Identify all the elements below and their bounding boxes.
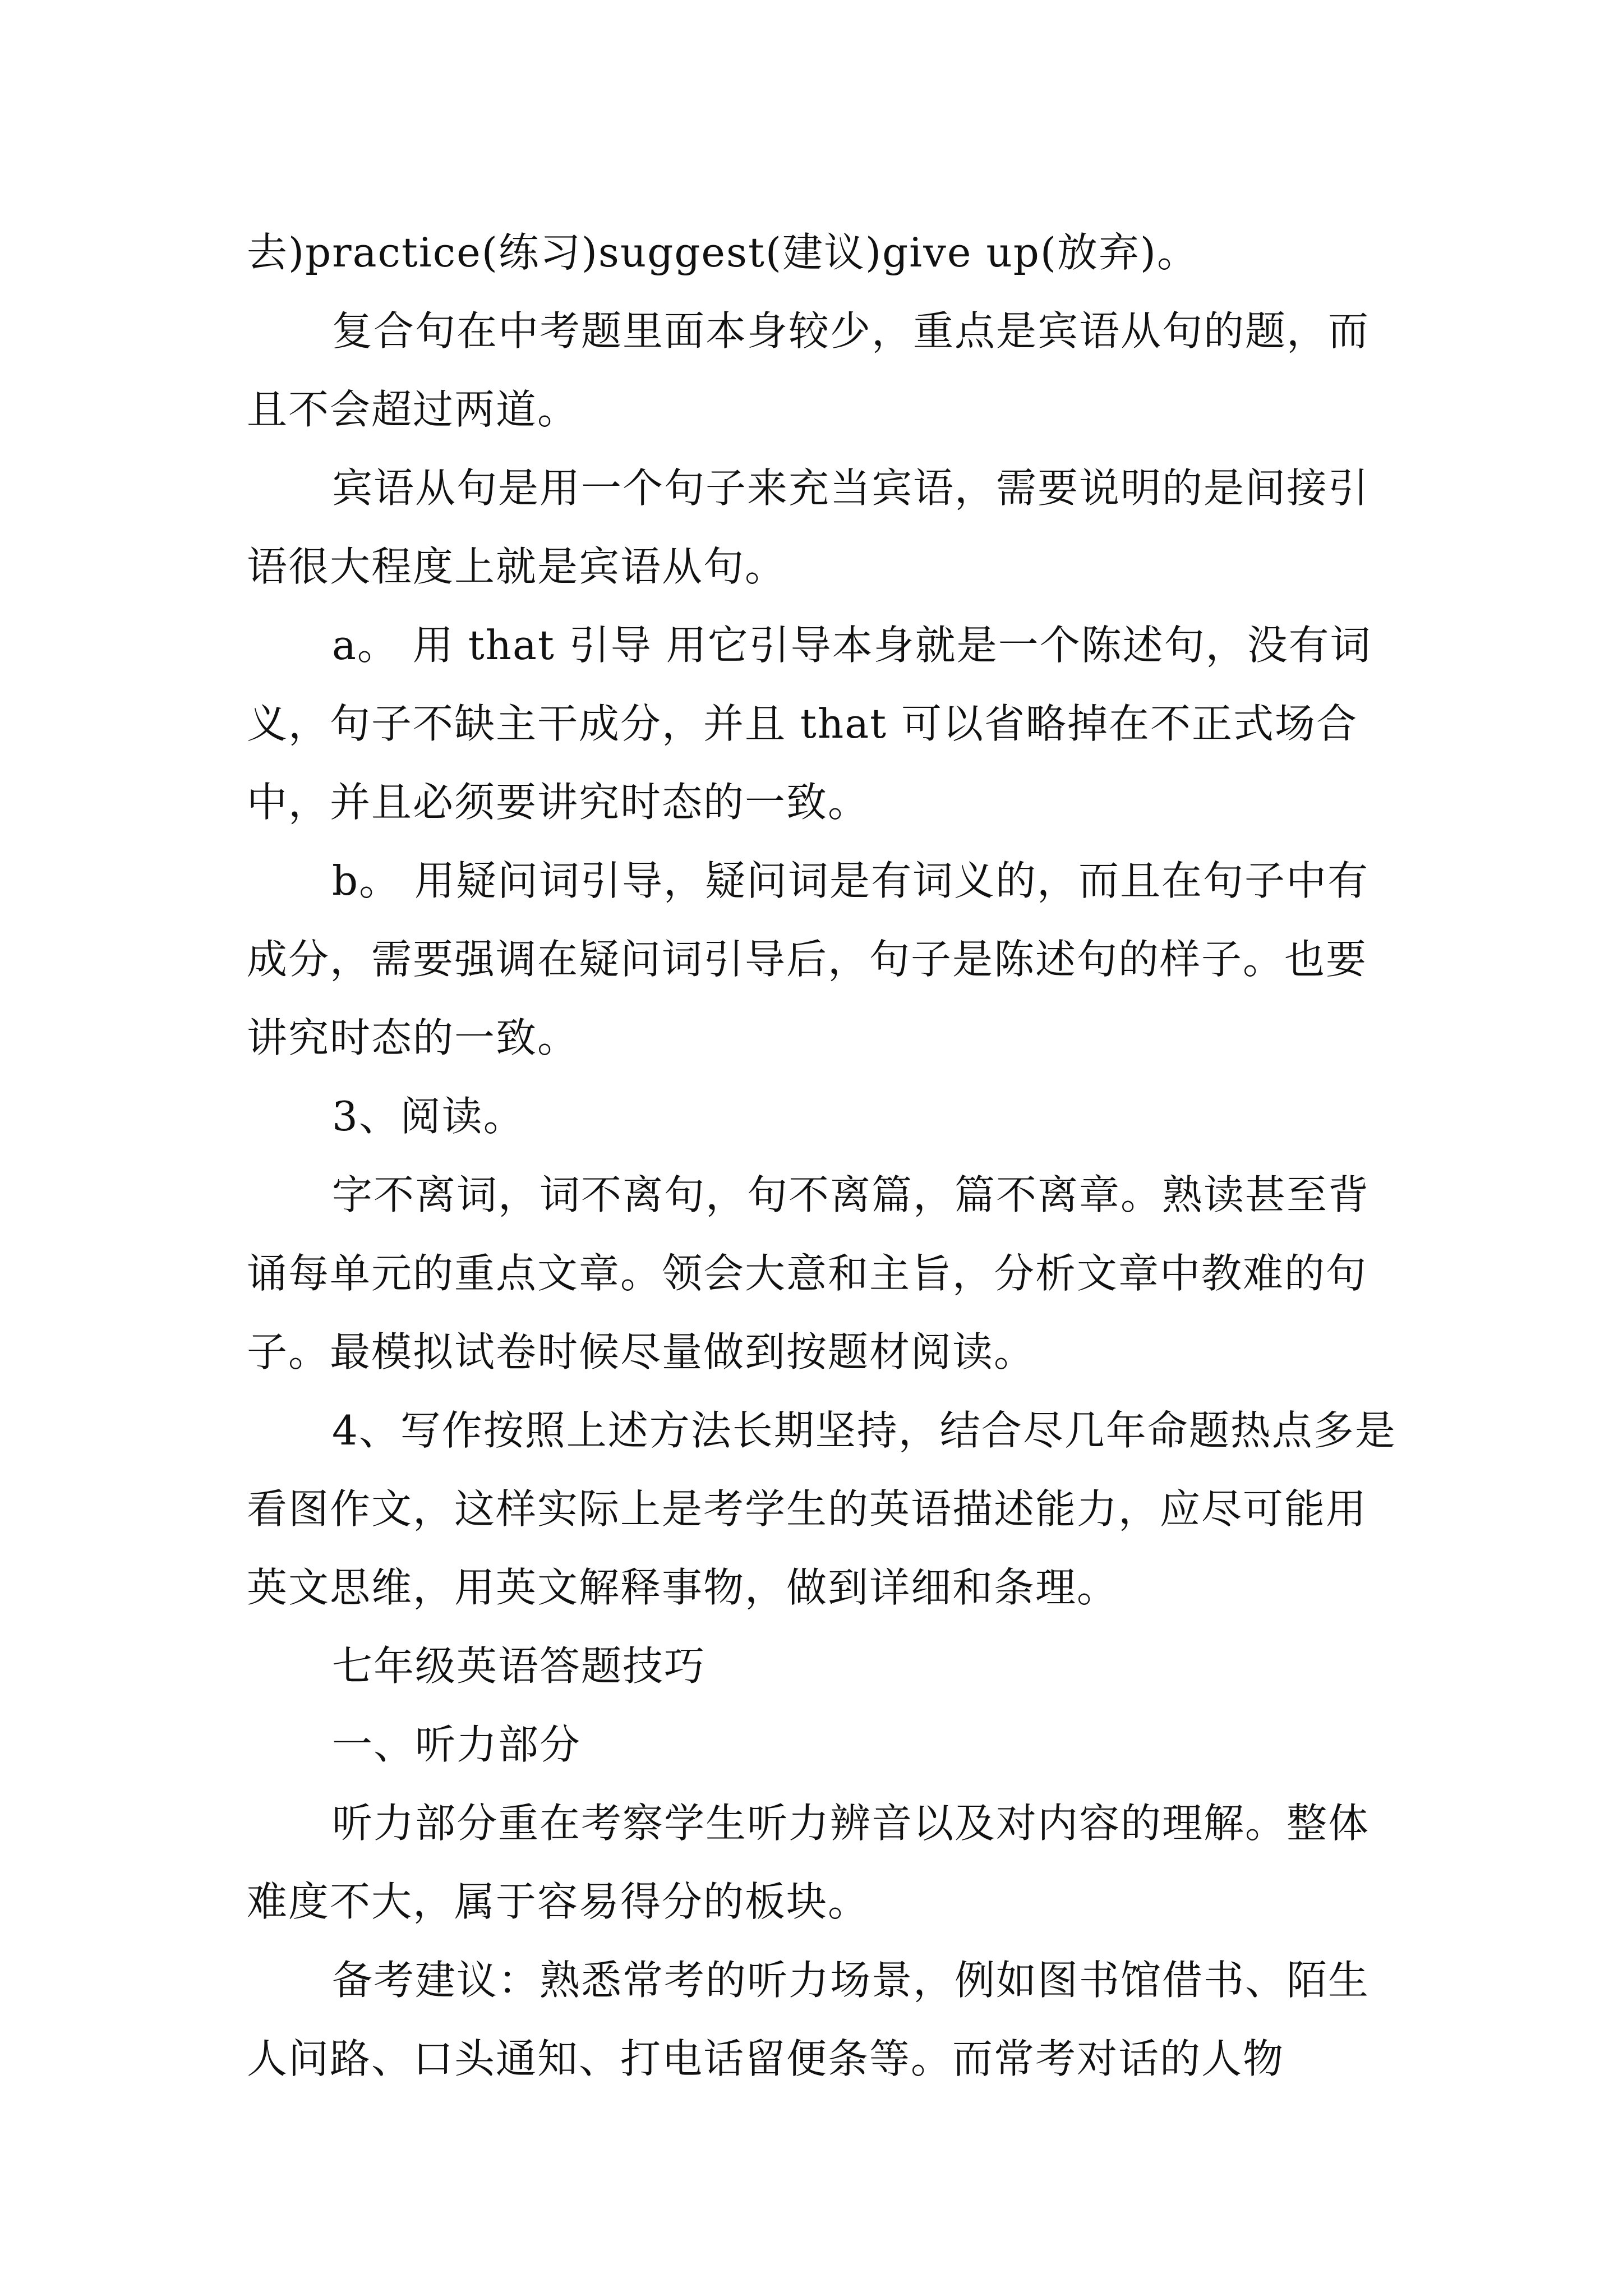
- paragraph-2: 复合句在中考题里面本身较少，重点是宾语从句的题，而且不会超过两道。: [247, 307, 1370, 433]
- document-body: [247, 213, 1396, 2098]
- paragraph-3: 宾语从句是用一个句子来充当宾语，需要说明的是间接引语很大程度上就是宾语从句。: [247, 464, 1370, 590]
- paragraph-12: 备考建议：熟悉常考的听力场景，例如图书馆借书、陌生人问路、口头通知、打电话留便条等。而常考对话的人物: [247, 1957, 1370, 2082]
- section-heading-listening: 一、听力部分: [332, 1721, 582, 1768]
- paragraph-11: 听力部分重在考察学生听力辨音以及对内容的理解。整体难度不大，属于容易得分的板块。: [247, 1800, 1370, 1925]
- paragraph-8: 4、写作按照上述方法长期坚持，结合尽几年命题热点多是看图作文，这样实际上是考学生的英语描述能力，应尽可能用英文思维，用英文解释事物，做到详细和条理。: [247, 1407, 1396, 1611]
- section-title: 七年级英语答题技巧: [332, 1642, 706, 1690]
- section-heading-reading: 3、阅读。: [332, 1093, 525, 1140]
- paragraph-5: b。 用疑问词引导，疑问词是有词义的，而且在句子中有成分，需要强调在疑问词引导后，句子是陈述句的样子。也要讲究时态的一致。: [247, 857, 1369, 1061]
- paragraph-7: 字不离词，词不离句，句不离篇，篇不离章。熟读甚至背诵每单元的重点文章。领会大意和主旨，分析文章中教难的句子。最模拟试卷时候尽量做到按题材阅读。: [247, 1171, 1370, 1375]
- paragraph-4: a。 用 that 引导 用它引导本身就是一个陈述句，没有词义，句子不缺主干成分，并且 that 可以省略掉在不正式场合中，并且必须要讲究时态的一致。: [247, 622, 1372, 826]
- paragraph-1: 去)practice(练习)suggest(建议)give up(放弃)。: [247, 229, 1199, 276]
